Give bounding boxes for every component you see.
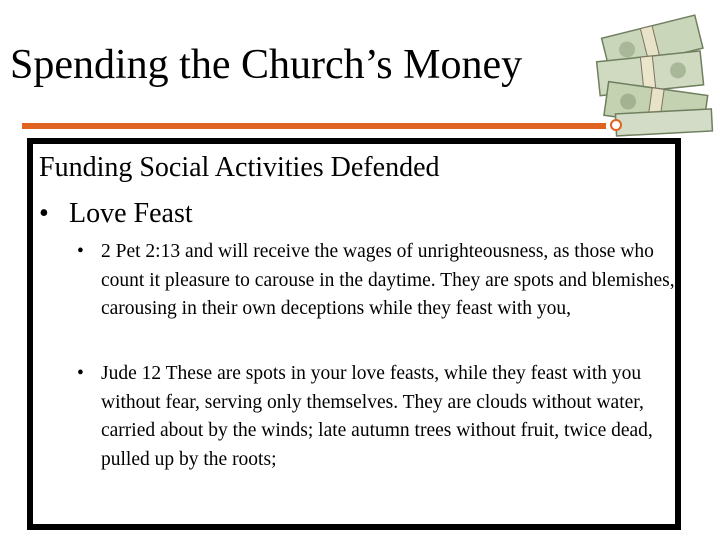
level2-text: Jude 12 These are spots in your love feasts, while they feast with you without fear, serving only themselves. They are clouds without water, carried about by the winds; late autumn trees without fruit, twice dead, pulled up by the roots; (101, 363, 653, 470)
accent-dot (610, 119, 622, 131)
list-item-level2 (77, 238, 677, 324)
list-item-level1 (39, 194, 193, 234)
money-stack-icon (586, 12, 720, 142)
level1-text: Love Feast (69, 198, 193, 229)
money-bundle (615, 109, 712, 136)
level2-text: 2 Pet 2:13 and will receive the wages of unrighteousness, as those who count it pleasure to carouse in the daytime. They are spots and blemishes, carousing in their own deceptions while they feast with you, (101, 241, 675, 320)
bullet: • (77, 241, 84, 262)
content-box (27, 138, 681, 530)
bullet: • (39, 198, 49, 229)
bullet: • (77, 363, 84, 384)
accent-bar (22, 123, 606, 129)
content-heading: Funding Social Activities Defended (39, 152, 440, 183)
slide-title: Spending the Church’s Money (10, 42, 523, 88)
list-item-level2 (77, 360, 677, 474)
